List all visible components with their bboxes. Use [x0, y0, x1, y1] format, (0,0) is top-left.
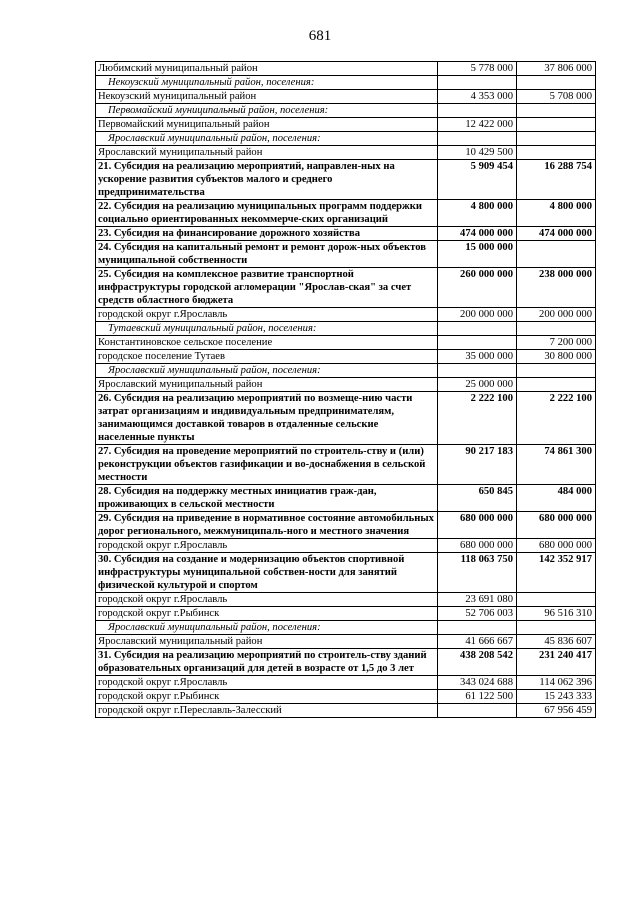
value-2014 — [438, 104, 517, 118]
value-2014: 680 000 000 — [438, 539, 517, 553]
value-2014: 650 845 — [438, 485, 517, 512]
value-2015: 680 000 000 — [517, 512, 596, 539]
row-name: 27. Субсидия на проведение мероприятий по строитель-ству и (или) реконструкции объектов газификации и во-доснабжения в сельской местности — [96, 445, 438, 485]
value-2015 — [517, 322, 596, 336]
value-2014: 15 000 000 — [438, 241, 517, 268]
value-2015 — [517, 146, 596, 160]
row-name: Ярославский муниципальный район — [96, 635, 438, 649]
table-row — [96, 539, 596, 553]
value-2015: 37 806 000 — [517, 62, 596, 76]
value-2015 — [517, 621, 596, 635]
row-name: городской округ г.Ярославль — [96, 593, 438, 607]
value-2015: 15 243 333 — [517, 690, 596, 704]
value-2015: 7 200 000 — [517, 336, 596, 350]
row-name: Ярославский муниципальный район, поселения: — [96, 621, 438, 635]
row-name: Ярославский муниципальный район, поселения: — [96, 364, 438, 378]
value-2014 — [438, 322, 517, 336]
value-2014 — [438, 704, 517, 718]
subsidy-heading-row — [96, 512, 596, 539]
table-row — [96, 676, 596, 690]
value-2014: 200 000 000 — [438, 308, 517, 322]
value-2014: 10 429 500 — [438, 146, 517, 160]
row-name: городской округ г.Ярославль — [96, 676, 438, 690]
group-heading-row — [96, 364, 596, 378]
value-2014: 90 217 183 — [438, 445, 517, 485]
value-2014: 41 666 667 — [438, 635, 517, 649]
row-name: Некоузский муниципальный район, поселения: — [96, 76, 438, 90]
row-name: городской округ г.Рыбинск — [96, 690, 438, 704]
group-heading-row — [96, 322, 596, 336]
subsidy-heading-row — [96, 649, 596, 676]
value-2014: 52 706 003 — [438, 607, 517, 621]
table-row — [96, 62, 596, 76]
subsidy-heading-row — [96, 392, 596, 445]
value-2014 — [438, 132, 517, 146]
subsidy-heading-row — [96, 241, 596, 268]
value-2014: 343 024 688 — [438, 676, 517, 690]
value-2014: 25 000 000 — [438, 378, 517, 392]
value-2015: 4 800 000 — [517, 200, 596, 227]
group-heading-row — [96, 76, 596, 90]
subsidy-heading-row — [96, 268, 596, 308]
value-2015: 16 288 754 — [517, 160, 596, 200]
table-row — [96, 336, 596, 350]
row-name: Первомайский муниципальный район — [96, 118, 438, 132]
value-2015 — [517, 118, 596, 132]
row-name: Некоузский муниципальный район — [96, 90, 438, 104]
value-2014: 5 778 000 — [438, 62, 517, 76]
value-2014: 4 800 000 — [438, 200, 517, 227]
value-2014: 5 909 454 — [438, 160, 517, 200]
row-name: городское поселение Тутаев — [96, 350, 438, 364]
row-name: 29. Субсидия на приведение в нормативное состояние автомобильных дорог регионального, межмуниципаль-ного и местного значения — [96, 512, 438, 539]
table-row — [96, 690, 596, 704]
row-name: 25. Субсидия на комплексное развитие транспортной инфраструктуры городской агломерации "Ярослав-ская" за счет средств областного бюджета — [96, 268, 438, 308]
row-name: 22. Субсидия на реализацию муниципальных программ поддержки социально ориентированных некоммерче-ских организаций — [96, 200, 438, 227]
page-number: 681 — [308, 28, 332, 44]
value-2015: 680 000 000 — [517, 539, 596, 553]
value-2015: 30 800 000 — [517, 350, 596, 364]
budget-table-body — [96, 62, 596, 718]
value-2015 — [517, 241, 596, 268]
row-name: Ярославский муниципальный район, поселения: — [96, 132, 438, 146]
value-2015: 5 708 000 — [517, 90, 596, 104]
value-2015 — [517, 364, 596, 378]
row-name: Первомайский муниципальный район, поселения: — [96, 104, 438, 118]
value-2015: 45 836 607 — [517, 635, 596, 649]
value-2014: 35 000 000 — [438, 350, 517, 364]
row-name: 31. Субсидия на реализацию мероприятий по строитель-ству зданий образовательных организаций для детей в возрасте от 1,5 до 3 лет — [96, 649, 438, 676]
row-name: 30. Субсидия на создание и модернизацию объектов спортивной инфраструктуры муниципальной собствен-ности для занятий физической культурой и спортом — [96, 553, 438, 593]
value-2014: 61 122 500 — [438, 690, 517, 704]
table-row — [96, 90, 596, 104]
value-2015: 484 000 — [517, 485, 596, 512]
value-2015 — [517, 76, 596, 90]
table-row — [96, 308, 596, 322]
value-2014 — [438, 336, 517, 350]
value-2014 — [438, 76, 517, 90]
value-2014: 474 000 000 — [438, 227, 517, 241]
row-name: 21. Субсидия на реализацию мероприятий, направлен-ных на ускорение развития субъектов малого и среднего предпринимательства — [96, 160, 438, 200]
value-2014 — [438, 621, 517, 635]
value-2015: 2 222 100 — [517, 392, 596, 445]
row-name: Константиновское сельское поселение — [96, 336, 438, 350]
row-name: Ярославский муниципальный район — [96, 378, 438, 392]
value-2014: 23 691 080 — [438, 593, 517, 607]
row-name: городской округ г.Ярославль — [96, 308, 438, 322]
budget-table — [95, 61, 596, 718]
subsidy-heading-row — [96, 445, 596, 485]
table-row — [96, 378, 596, 392]
row-name: 24. Субсидия на капитальный ремонт и ремонт дорож-ных объектов муниципальной собственности — [96, 241, 438, 268]
table-row — [96, 593, 596, 607]
value-2014: 2 222 100 — [438, 392, 517, 445]
value-2015: 231 240 417 — [517, 649, 596, 676]
row-name: 23. Субсидия на финансирование дорожного хозяйства — [96, 227, 438, 241]
value-2015: 114 062 396 — [517, 676, 596, 690]
row-name: городской округ г.Рыбинск — [96, 607, 438, 621]
value-2014: 438 208 542 — [438, 649, 517, 676]
value-2015 — [517, 132, 596, 146]
row-name: городской округ г.Переславль-Залесский — [96, 704, 438, 718]
value-2015: 142 352 917 — [517, 553, 596, 593]
row-name: городской округ г.Ярославль — [96, 539, 438, 553]
value-2015: 74 861 300 — [517, 445, 596, 485]
table-row — [96, 146, 596, 160]
group-heading-row — [96, 104, 596, 118]
value-2014: 4 353 000 — [438, 90, 517, 104]
row-name: 26. Субсидия на реализацию мероприятий по возмеще-нию части затрат организациям и индивидуальным предпринимателям, занимающимся доставкой товаров в отдаленные сельские населенные пункты — [96, 392, 438, 445]
subsidy-heading-row — [96, 160, 596, 200]
value-2015 — [517, 593, 596, 607]
table-row — [96, 635, 596, 649]
table-row — [96, 118, 596, 132]
table-row — [96, 704, 596, 718]
value-2014: 118 063 750 — [438, 553, 517, 593]
value-2015: 67 956 459 — [517, 704, 596, 718]
value-2014: 680 000 000 — [438, 512, 517, 539]
value-2014 — [438, 364, 517, 378]
row-name: Ярославский муниципальный район — [96, 146, 438, 160]
subsidy-heading-row — [96, 485, 596, 512]
subsidy-heading-row — [96, 227, 596, 241]
value-2015: 474 000 000 — [517, 227, 596, 241]
value-2015: 238 000 000 — [517, 268, 596, 308]
value-2015: 200 000 000 — [517, 308, 596, 322]
value-2014: 260 000 000 — [438, 268, 517, 308]
value-2015 — [517, 104, 596, 118]
row-name: Любимский муниципальный район — [96, 62, 438, 76]
subsidy-heading-row — [96, 553, 596, 593]
table-row — [96, 350, 596, 364]
subsidy-heading-row — [96, 200, 596, 227]
group-heading-row — [96, 132, 596, 146]
group-heading-row — [96, 621, 596, 635]
row-name: 28. Субсидия на поддержку местных инициатив граж-дан, проживающих в сельской местности — [96, 485, 438, 512]
value-2015 — [517, 378, 596, 392]
row-name: Тутаевский муниципальный район, поселения: — [96, 322, 438, 336]
value-2015: 96 516 310 — [517, 607, 596, 621]
value-2014: 12 422 000 — [438, 118, 517, 132]
table-row — [96, 607, 596, 621]
